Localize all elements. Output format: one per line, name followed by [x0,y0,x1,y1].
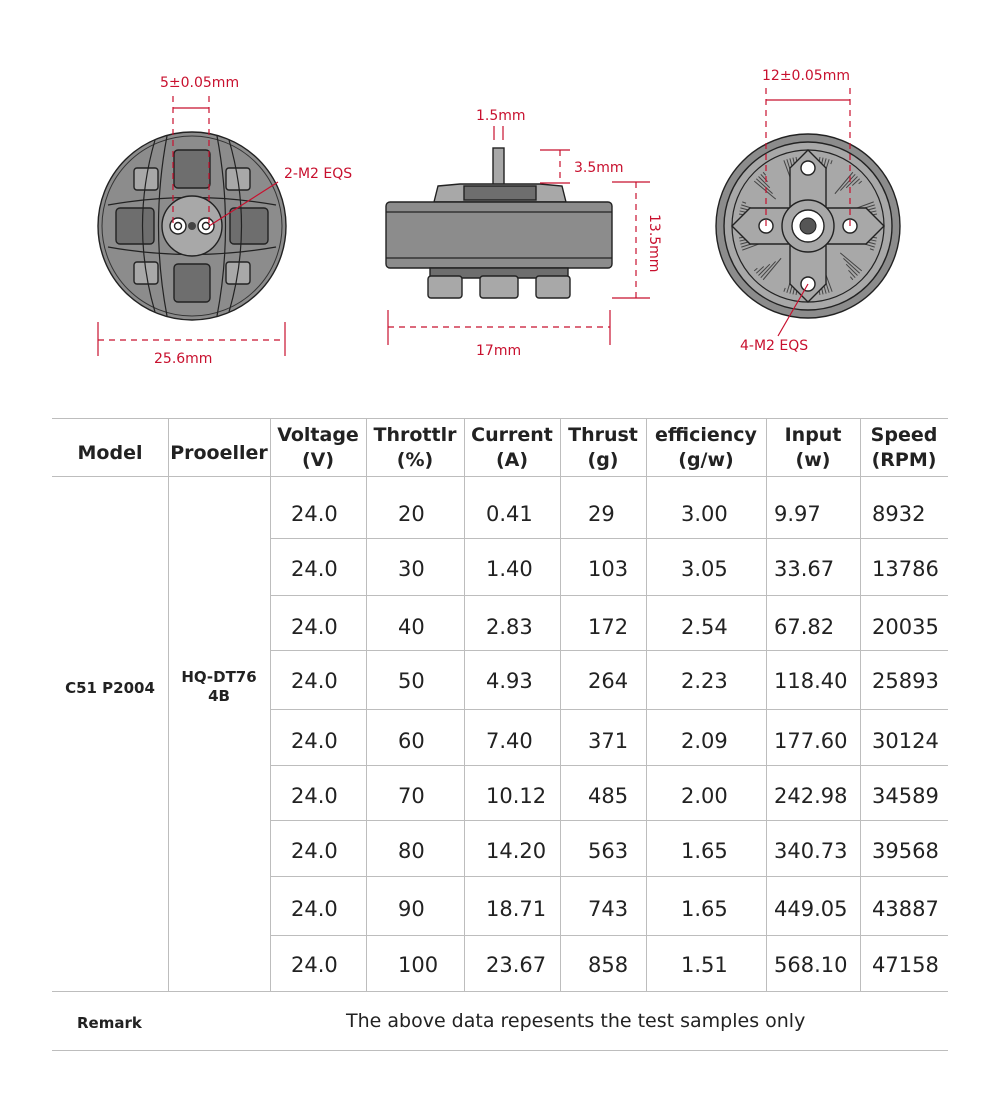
cell-voltage: 24.0 [291,669,338,693]
cell-speed: 25893 [872,669,939,693]
column-rule [766,418,767,991]
side-height-label: 13.5mm [646,214,662,273]
cell-efficiency: 1.65 [681,839,728,863]
back-hole-spacing-label: 12±0.05mm [762,68,850,84]
cell-speed: 34589 [872,784,939,808]
side-width-label: 17mm [476,343,522,359]
header-propeller: Prooeller [170,442,268,464]
cell-input: 340.73 [774,839,848,863]
model-cell: C51 P2004 [65,679,155,697]
cell-current: 4.93 [486,669,533,693]
cell-voltage: 24.0 [291,615,338,639]
header-throttle: Throttlr (%) [373,424,457,471]
row-rule [270,650,948,651]
cell-current: 14.20 [486,839,547,863]
cell-throttle: 60 [398,729,425,753]
header-input: Input (w) [784,424,842,471]
header-efficiency: efficiency (g/w) [655,424,757,471]
cell-input: 118.40 [774,669,848,693]
cell-thrust: 858 [588,953,629,977]
cell-voltage: 24.0 [291,897,338,921]
cell-efficiency: 3.05 [681,557,728,581]
coil-fin [796,157,797,161]
cell-throttle: 30 [398,557,425,581]
motor-dimension-drawings [0,0,1000,400]
cell-speed: 47158 [872,953,939,977]
front-diameter-label: 25.6mm [154,351,213,367]
column-rule [464,418,465,991]
side-shaft-height-label: 3.5mm [574,160,624,176]
row-rule [270,820,948,821]
header-voltage: Voltage (V) [277,424,359,471]
cell-voltage: 24.0 [291,839,338,863]
cell-throttle: 40 [398,615,425,639]
cell-current: 23.67 [486,953,547,977]
table-body-bottom-rule [52,991,948,992]
column-rule [646,418,647,991]
header-thrust: Thrust (g) [568,424,638,471]
cell-current: 0.41 [486,502,533,526]
cell-current: 7.40 [486,729,533,753]
cell-throttle: 70 [398,784,425,808]
column-rule [366,418,367,991]
remark-text: The above data repesents the test samples only [346,1010,806,1032]
table-header-rule [52,476,948,477]
cell-throttle: 20 [398,502,425,526]
cell-speed: 8932 [872,502,926,526]
cell-throttle: 100 [398,953,439,977]
cell-input: 242.98 [774,784,848,808]
cell-thrust: 29 [588,502,615,526]
row-rule [270,538,948,539]
cell-current: 1.40 [486,557,533,581]
row-rule [270,595,948,596]
back-thread-label: 4-M2 EQS [740,338,809,354]
coil-fin [873,214,877,215]
cell-efficiency: 1.65 [681,897,728,921]
cell-voltage: 24.0 [291,557,338,581]
cell-input: 9.97 [774,502,821,526]
cell-input: 177.60 [774,729,848,753]
cell-speed: 43887 [872,897,939,921]
remark-label: Remark [77,1014,142,1032]
cell-input: 449.05 [774,897,848,921]
table-top-rule [52,418,948,419]
front-thread-label: 2-M2 EQS [284,166,353,182]
cell-speed: 30124 [872,729,939,753]
side-view-drawing [386,126,650,345]
cell-efficiency: 1.51 [681,953,728,977]
propeller-cell: HQ-DT76 4B [181,668,257,705]
coil-fin [739,237,743,238]
cell-current: 18.71 [486,897,547,921]
cell-input: 568.10 [774,953,848,977]
cell-efficiency: 2.00 [681,784,728,808]
cell-voltage: 24.0 [291,502,338,526]
cell-current: 2.83 [486,615,533,639]
cell-thrust: 103 [588,557,629,581]
row-rule [270,709,948,710]
cell-input: 33.67 [774,557,835,581]
header-model: Model [77,442,143,464]
cell-thrust: 485 [588,784,629,808]
column-rule [860,418,861,991]
cell-throttle: 90 [398,897,425,921]
cell-efficiency: 2.54 [681,615,728,639]
cell-voltage: 24.0 [291,784,338,808]
row-rule [270,876,948,877]
row-rule [270,935,948,936]
front-hole-spacing-label: 5±0.05mm [160,75,240,91]
cell-efficiency: 2.23 [681,669,728,693]
cell-thrust: 371 [588,729,629,753]
coil-fin [819,291,820,295]
side-shaft-label: 1.5mm [476,108,526,124]
cell-thrust: 743 [588,897,629,921]
back-view-drawing [716,88,900,336]
cell-speed: 13786 [872,557,939,581]
cell-thrust: 172 [588,615,629,639]
column-rule [560,418,561,991]
cell-current: 10.12 [486,784,547,808]
cell-input: 67.82 [774,615,835,639]
cell-thrust: 563 [588,839,629,863]
column-rule [168,418,169,991]
cell-throttle: 80 [398,839,425,863]
cell-voltage: 24.0 [291,953,338,977]
header-current: Current (A) [471,424,553,471]
cell-speed: 39568 [872,839,939,863]
row-rule [270,765,948,766]
cell-thrust: 264 [588,669,629,693]
cell-voltage: 24.0 [291,729,338,753]
front-view-drawing [98,96,286,356]
cell-efficiency: 3.00 [681,502,728,526]
column-rule [270,418,271,991]
cell-speed: 20035 [872,615,939,639]
cell-throttle: 50 [398,669,425,693]
cell-efficiency: 2.09 [681,729,728,753]
table-bottom-rule [52,1050,948,1051]
header-speed: Speed (RPM) [870,424,938,471]
